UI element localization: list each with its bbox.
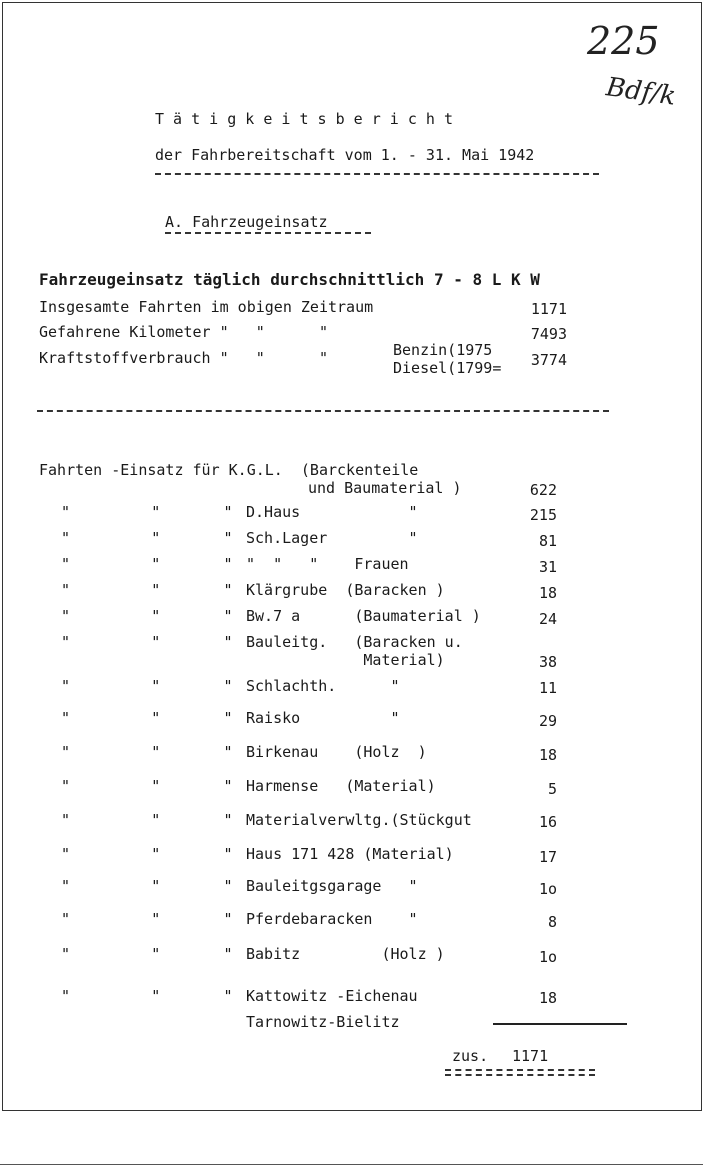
- sum-line: [493, 1023, 627, 1025]
- row-text: Klärgrube (Baracken ): [246, 581, 445, 599]
- row-value: 81: [538, 532, 557, 550]
- row-value: 18: [538, 989, 557, 1007]
- row-value: 31: [538, 558, 557, 576]
- row-value: 18: [538, 746, 557, 764]
- row-text: D.Haus ": [246, 503, 418, 521]
- row-value: 38: [538, 653, 557, 671]
- row-value: 5: [547, 780, 557, 798]
- row-ditto: " " ": [61, 845, 233, 863]
- fuel-diesel: Diesel(1799=: [393, 359, 502, 377]
- row-text: Kattowitz -Eichenau: [246, 987, 418, 1005]
- row-ditto: " " ": [61, 945, 233, 963]
- row-value: 17: [538, 848, 557, 866]
- summary-line-daily: Fahrzeugeinsatz täglich durchschnittlich 7 - 8 L K W: [39, 270, 540, 289]
- row-text: Sch.Lager ": [246, 529, 418, 547]
- row-ditto: " " ": [61, 633, 233, 651]
- row-value: 1o: [538, 880, 557, 898]
- section-heading: A. Fahrzeugeinsatz: [165, 213, 328, 231]
- row-value: 18: [538, 584, 557, 602]
- row-value: 16: [538, 813, 557, 831]
- row-ditto: " " ": [61, 677, 233, 695]
- einsatz-header-value: 622: [529, 481, 557, 499]
- row-text: Birkenau (Holz ): [246, 743, 427, 761]
- document-page: [2, 2, 702, 1111]
- row-text: Pferdebaracken ": [246, 910, 418, 928]
- row-value: 8: [547, 913, 557, 931]
- total-double-underline-2: [445, 1074, 595, 1076]
- einsatz-header-line2: und Baumaterial ): [308, 479, 462, 497]
- handwritten-number: 225: [587, 19, 660, 63]
- row-ditto: " " ": [61, 777, 233, 795]
- fuel-petrol: Benzin(1975: [393, 341, 493, 359]
- summary-line-km: Gefahrene Kilometer " " ": [39, 323, 328, 341]
- row-ditto: " " ": [61, 503, 233, 521]
- report-subtitle: der Fahrbereitschaft vom 1. - 31. Mai 1942: [155, 146, 535, 164]
- row-ditto: " " ": [61, 607, 233, 625]
- row-ditto: " " ": [61, 581, 233, 599]
- row-ditto: " " ": [61, 987, 233, 1005]
- row-text: Bw.7 a (Baumaterial ): [246, 607, 481, 625]
- row-text: Babitz (Holz ): [246, 945, 445, 963]
- summary-line-fuel: Kraftstoffverbrauch " " ": [39, 349, 328, 367]
- row-text-continued: Tarnowitz-Bielitz: [246, 1013, 400, 1031]
- row-text: Bauleitgsgarage ": [246, 877, 418, 895]
- row-text: Raisko ": [246, 709, 400, 727]
- row-text: Schlachth. ": [246, 677, 400, 695]
- row-text: Materialverwltg.(Stückgut: [246, 811, 472, 829]
- einsatz-header-line1: Fahrten -Einsatz für K.G.L. (Barckenteile: [39, 461, 419, 479]
- row-text-continued: Material): [246, 651, 445, 669]
- page-footer-rule: [0, 1164, 703, 1165]
- summary-divider: [37, 410, 609, 412]
- report-title: T ä t i g k e i t s b e r i c h t: [155, 110, 454, 128]
- row-ditto: " " ": [61, 743, 233, 761]
- summary-line-trips: Insgesamte Fahrten im obigen Zeitraum: [39, 298, 374, 316]
- title-divider: [155, 173, 599, 175]
- row-value: 11: [538, 679, 557, 697]
- row-ditto: " " ": [61, 910, 233, 928]
- handwritten-mark: Bdf/k: [604, 72, 678, 112]
- summary-value-km: 7493: [530, 325, 567, 343]
- row-text: Harmense (Material): [246, 777, 436, 795]
- section-underline: [165, 232, 371, 234]
- total-value: 1171: [512, 1047, 549, 1065]
- summary-value-trips: 1171: [530, 300, 567, 318]
- row-value: 215: [529, 506, 557, 524]
- row-ditto: " " ": [61, 877, 233, 895]
- summary-value-fuel: 3774: [530, 351, 567, 369]
- row-ditto: " " ": [61, 811, 233, 829]
- total-double-underline-1: [445, 1069, 595, 1071]
- row-ditto: " " ": [61, 555, 233, 573]
- total-label: zus.: [452, 1047, 489, 1065]
- row-value: 1o: [538, 948, 557, 966]
- row-text: Bauleitg. (Baracken u.: [246, 633, 463, 651]
- row-value: 24: [538, 610, 557, 628]
- row-ditto: " " ": [61, 529, 233, 547]
- row-text: " " " Frauen: [246, 555, 409, 573]
- row-value: 29: [538, 712, 557, 730]
- row-text: Haus 171 428 (Material): [246, 845, 454, 863]
- row-ditto: " " ": [61, 709, 233, 727]
